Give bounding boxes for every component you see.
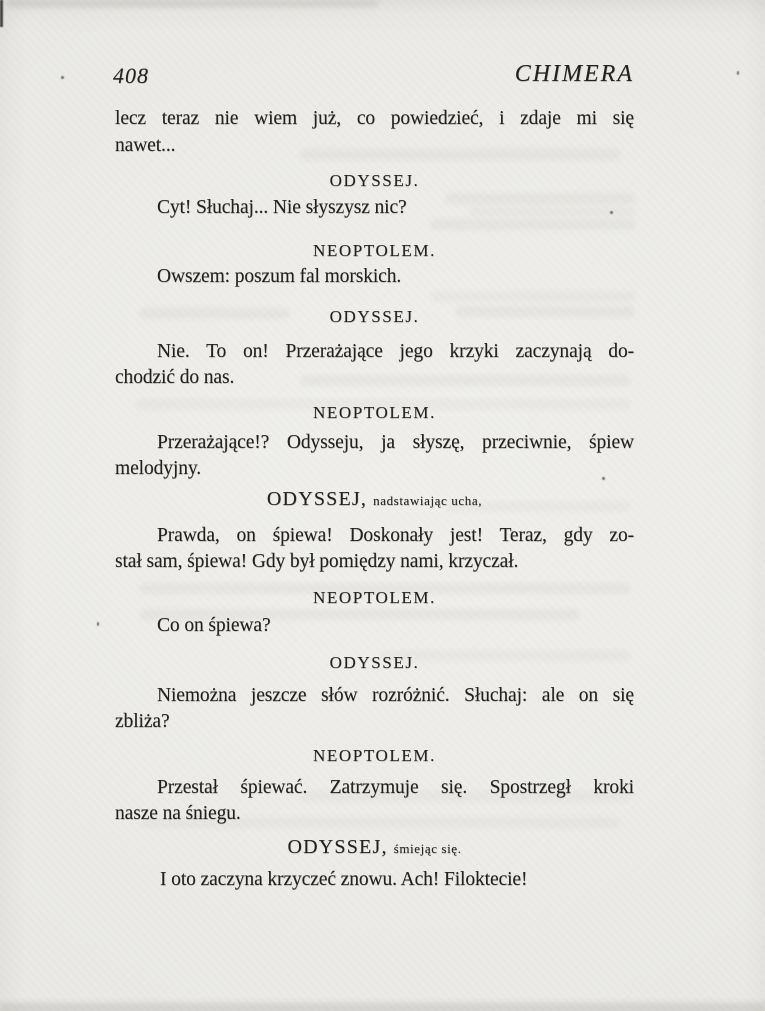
scan-bottom-shadow: [0, 1003, 765, 1011]
dialogue-line: nasze na śniegu.: [115, 803, 241, 824]
ink-speck: [97, 622, 99, 626]
speaker-heading: ODYSSEJ.: [329, 653, 420, 672]
dialogue-line: Przerażające!? Odysseju, ja słyszę, przeciwnie, śpiew: [157, 432, 634, 453]
dialogue-line: Przestał śpiewać. Zatrzymuje się. Spostrzegł kroki: [157, 777, 634, 798]
running-title: CHIMERA: [514, 61, 634, 87]
bleedthrough-line: [430, 219, 635, 230]
dialogue-line: Owszem: poszum fal morskich.: [157, 266, 402, 287]
speaker-heading: ODYSSEJ.: [329, 171, 420, 190]
ink-speck: [61, 76, 64, 79]
dialogue-line: melodyjny.: [115, 458, 202, 479]
ink-speck: [737, 71, 739, 75]
dialogue-line: zbliża?: [115, 711, 170, 732]
ink-speck: [602, 477, 605, 480]
stage-direction: nadstawiając ucha,: [373, 493, 483, 508]
dialogue-line: Prawda, on śpiewa! Doskonały jest! Teraz, gdy zo-: [157, 525, 634, 546]
speaker-heading-with-direction: [115, 837, 634, 859]
scan-top-shadow: [8, 0, 378, 7]
dialogue-line: stał sam, śpiewa! Gdy był pomiędzy nami, krzyczał.: [115, 551, 519, 572]
bleedthrough-line: [445, 193, 635, 204]
page-number: 408: [113, 63, 149, 88]
dialogue-line: chodzić do nas.: [115, 367, 235, 388]
scan-edge-mark: [0, 0, 3, 27]
speaker-heading: NEOPTOLEM.: [313, 746, 436, 765]
stage-direction: śmiejąc się.: [393, 841, 462, 856]
ink-speck: [610, 211, 613, 214]
speaker-heading-with-direction: [115, 489, 634, 511]
bleedthrough-line: [430, 291, 635, 302]
dialogue-line: I oto zaczyna krzyczeć znowu. Ach! Filoktecie!: [160, 869, 528, 890]
dialogue-line: Co on śpiewa?: [157, 615, 271, 636]
dialogue-line: nawet...: [115, 135, 176, 156]
bleedthrough-line: [300, 375, 630, 386]
dialogue-line: lecz teraz nie wiem już, co powiedzieć, i zdaje mi się: [115, 108, 634, 129]
speaker-name: ODYSSEJ,: [287, 836, 388, 858]
speaker-heading: NEOPTOLEM.: [313, 403, 436, 422]
dialogue-line: Cyt! Słuchaj... Nie słyszysz nic?: [157, 197, 407, 218]
bleedthrough-line: [300, 149, 620, 160]
speaker-heading: NEOPTOLEM.: [313, 241, 436, 260]
speaker-heading: NEOPTOLEM.: [313, 588, 436, 607]
dialogue-line: Nie. To on! Przerażające jego krzyki zaczynają do-: [157, 341, 634, 362]
dialogue-line: Niemożna jeszcze słów rozróżnić. Słuchaj: ale on się: [157, 685, 634, 706]
speaker-name: ODYSSEJ,: [266, 488, 368, 510]
speaker-heading: ODYSSEJ.: [329, 307, 420, 326]
